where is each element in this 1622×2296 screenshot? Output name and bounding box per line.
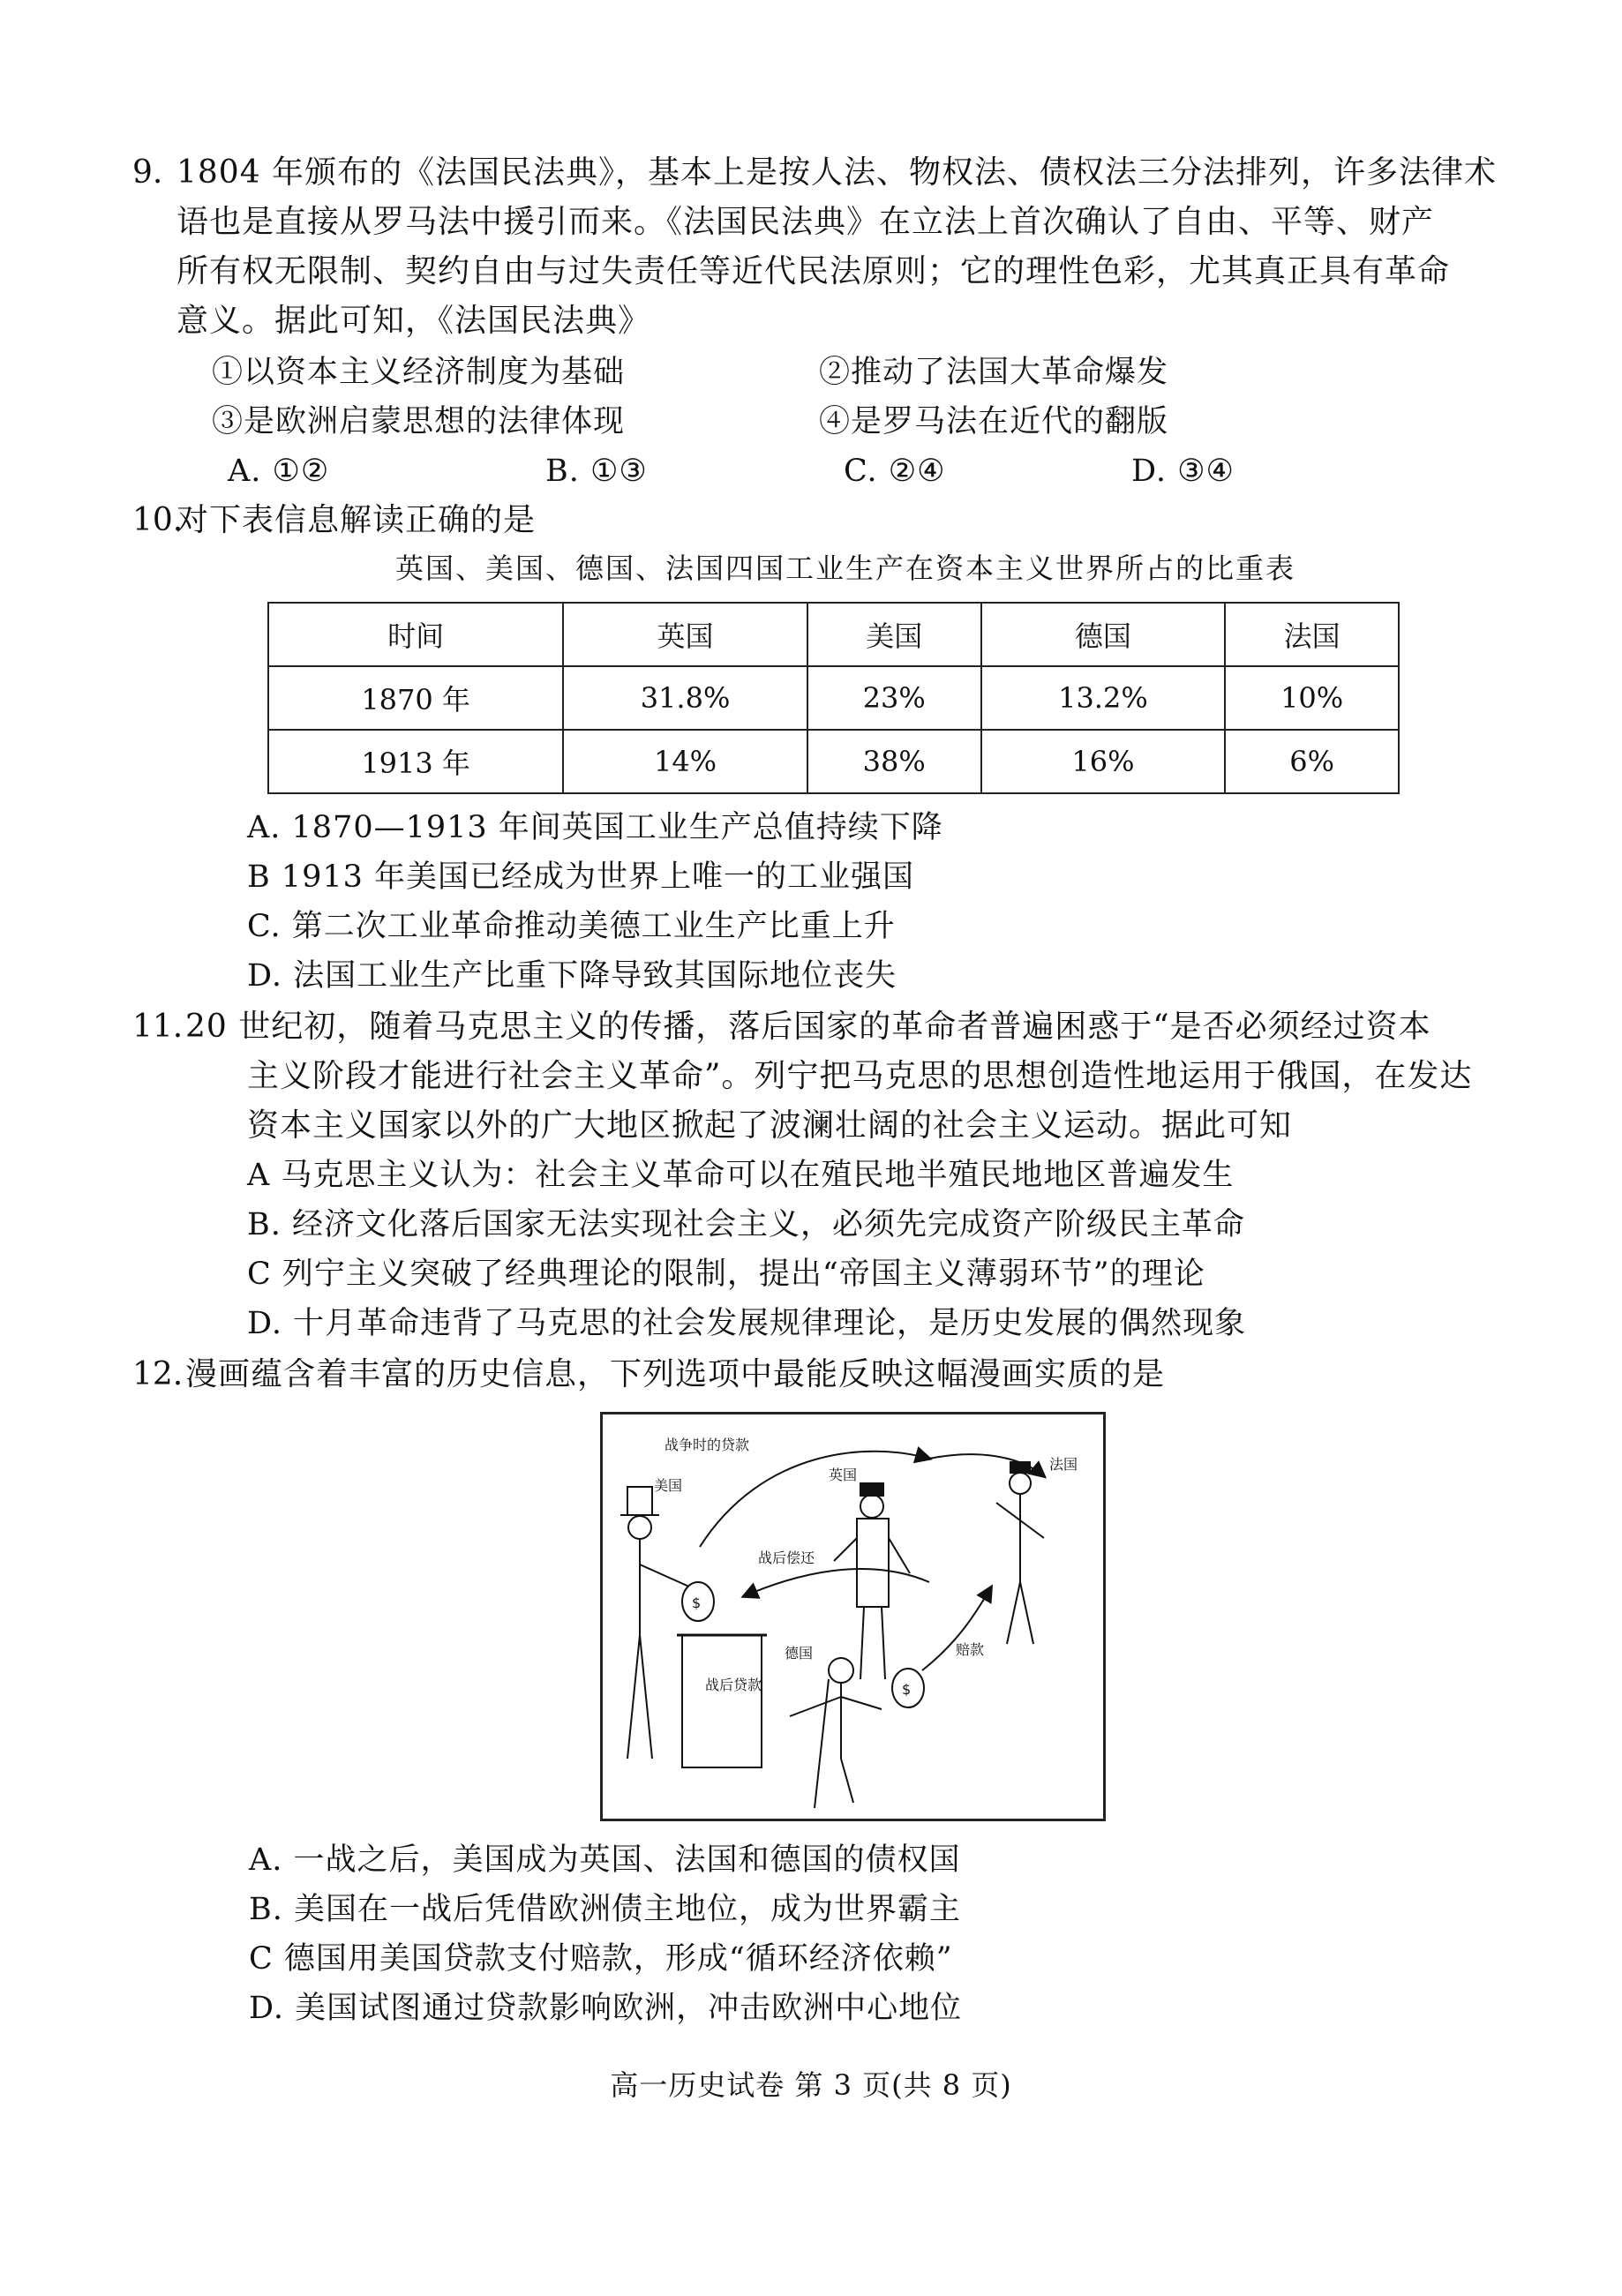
q9-statement-1: ①以资本主义经济制度为基础 — [212, 355, 626, 390]
q12-option-d[interactable]: D. 美国试图通过贷款影响欧洲，冲击欧洲中心地位 — [249, 1991, 963, 2026]
q9-option-a[interactable]: A. ①② — [228, 454, 330, 489]
q9-number: 9. — [132, 154, 163, 191]
q9-option-c[interactable]: C. ②④ — [844, 454, 946, 489]
loan-podium — [677, 1635, 767, 1767]
q9-option-d[interactable]: D. ③④ — [1131, 454, 1235, 489]
table-caption: 英国、美国、德国、法国四国工业生产在资本主义世界所占的比重表 — [395, 551, 1296, 585]
money-bag-usa — [682, 1582, 714, 1621]
label-postwar-loan: 战后贷款 — [705, 1677, 762, 1693]
q9-stem-line: 语也是直接从罗马法中援引而来。《法国民法典》在立法上首次确认了自由、平等、财产 — [176, 204, 1435, 240]
table-header-row — [268, 603, 1399, 666]
table-cell: 1913 年 — [268, 730, 563, 793]
table-cell: 6% — [1225, 730, 1399, 793]
table-header-cell: 德国 — [981, 603, 1226, 666]
table-cell: 14% — [563, 730, 807, 793]
q10-option-d[interactable]: D. 法国工业生产比重下降导致其国际地位丧失 — [247, 958, 897, 994]
q9-statement-2: ②推动了法国大革命爆发 — [819, 355, 1169, 390]
table-header-cell: 法国 — [1225, 603, 1399, 666]
table-cell: 10% — [1225, 666, 1399, 730]
q11-option-d[interactable]: D. 十月革命违背了马克思的社会发展规律理论，是历史发展的偶然现象 — [247, 1306, 1247, 1341]
table-row — [268, 666, 1399, 730]
q9-statement-3: ③是欧洲启蒙思想的法律体现 — [212, 404, 626, 439]
q10-option-a[interactable]: A. 1870—1913 年间英国工业生产总值持续下降 — [247, 810, 943, 845]
q12-option-b[interactable]: B. 美国在一战后凭借欧洲债主地位，成为世界霸主 — [249, 1892, 961, 1927]
table-cell: 23% — [807, 666, 981, 730]
dollar-sign: $ — [692, 1594, 702, 1611]
label-repay: 战后偿还 — [758, 1549, 815, 1566]
q11-number: 11. — [132, 1009, 184, 1045]
table-header-cell: 时间 — [268, 603, 563, 666]
q9-stem-line: 所有权无限制、契约自由与过失责任等近代民法原则；它的理性色彩，尤其真正具有革命 — [176, 253, 1451, 289]
repay-arrow — [744, 1569, 929, 1596]
q11-stem-line: 资本主义国家以外的广大地区掀起了波澜壮阔的社会主义运动。据此可知 — [247, 1107, 1293, 1144]
q12-number: 12. — [132, 1356, 184, 1392]
q11-option-b[interactable]: B. 经济文化落后国家无法实现社会主义，必须先完成资产阶级民主革命 — [247, 1207, 1245, 1242]
france-figure — [996, 1462, 1044, 1644]
label-germany: 德国 — [785, 1645, 814, 1662]
label-war-loan: 战争时的贷款 — [665, 1437, 750, 1453]
table-cell: 1870 年 — [268, 666, 563, 730]
money-bag-germany — [892, 1669, 924, 1707]
q10-option-c[interactable]: C. 第二次工业革命推动美德工业生产比重上升 — [247, 909, 896, 944]
q10-option-b[interactable]: B 1913 年美国已经成为世界上唯一的工业强国 — [247, 859, 915, 895]
dollar-sign: $ — [902, 1681, 912, 1698]
label-usa: 美国 — [654, 1477, 683, 1494]
q12-stem: 漫画蕴含着丰富的历史信息，下列选项中最能反映这幅漫画实质的是 — [185, 1356, 1166, 1392]
label-france: 法国 — [1049, 1456, 1078, 1473]
q11-option-c[interactable]: C 列宁主义突破了经典理论的限制，提出“帝国主义薄弱环节”的理论 — [247, 1257, 1205, 1292]
table-row — [268, 730, 1399, 793]
table-header-cell: 美国 — [807, 603, 981, 666]
q9-option-b[interactable]: B. ①③ — [545, 454, 648, 489]
q9-stem-line: 1804 年颁布的《法国民法典》，基本上是按人法、物权法、债权法三分法排列，许多法律术 — [176, 154, 1498, 191]
industry-share-table — [267, 602, 1400, 794]
q11-option-a[interactable]: A 马克思主义认为：社会主义革命可以在殖民地半殖民地地区普遍发生 — [247, 1158, 1235, 1193]
uncle-sam-figure — [620, 1487, 691, 1759]
page-footer: 高一历史试卷 第 3 页(共 8 页) — [610, 2068, 1012, 2102]
uk-figure — [834, 1483, 910, 1679]
table-cell: 16% — [981, 730, 1226, 793]
q9-statement-4: ④是罗马法在近代的翻版 — [819, 404, 1169, 439]
war-debt-cartoon — [600, 1412, 1106, 1821]
q11-stem-line: 20 世纪初，随着马克思主义的传播，落后国家的革命者普遍困惑于“是否必须经过资本 — [185, 1009, 1431, 1045]
table-cell: 38% — [807, 730, 981, 793]
table-cell: 31.8% — [563, 666, 807, 730]
table-cell: 13.2% — [981, 666, 1226, 730]
q10-number: 10. — [132, 502, 184, 538]
q12-option-c[interactable]: C 德国用美国贷款支付赔款，形成“循环经济依赖” — [249, 1941, 953, 1977]
label-uk: 英国 — [829, 1467, 858, 1483]
table-header-cell: 英国 — [563, 603, 807, 666]
q10-stem: 对下表信息解读正确的是 — [176, 502, 537, 538]
label-reparations: 赔款 — [956, 1641, 985, 1658]
cartoon-drawing — [603, 1414, 1103, 1819]
q9-stem-line: 意义。据此可知，《法国民法典》 — [176, 303, 651, 339]
germany-figure — [790, 1658, 882, 1808]
q11-stem-line: 主义阶段才能进行社会主义革命”。列宁把马克思的思想创造性地运用于俄国，在发达 — [247, 1058, 1473, 1094]
q12-option-a[interactable]: A. 一战之后，美国成为英国、法国和德国的债权国 — [249, 1842, 961, 1878]
war-loan-arrow — [700, 1452, 929, 1547]
